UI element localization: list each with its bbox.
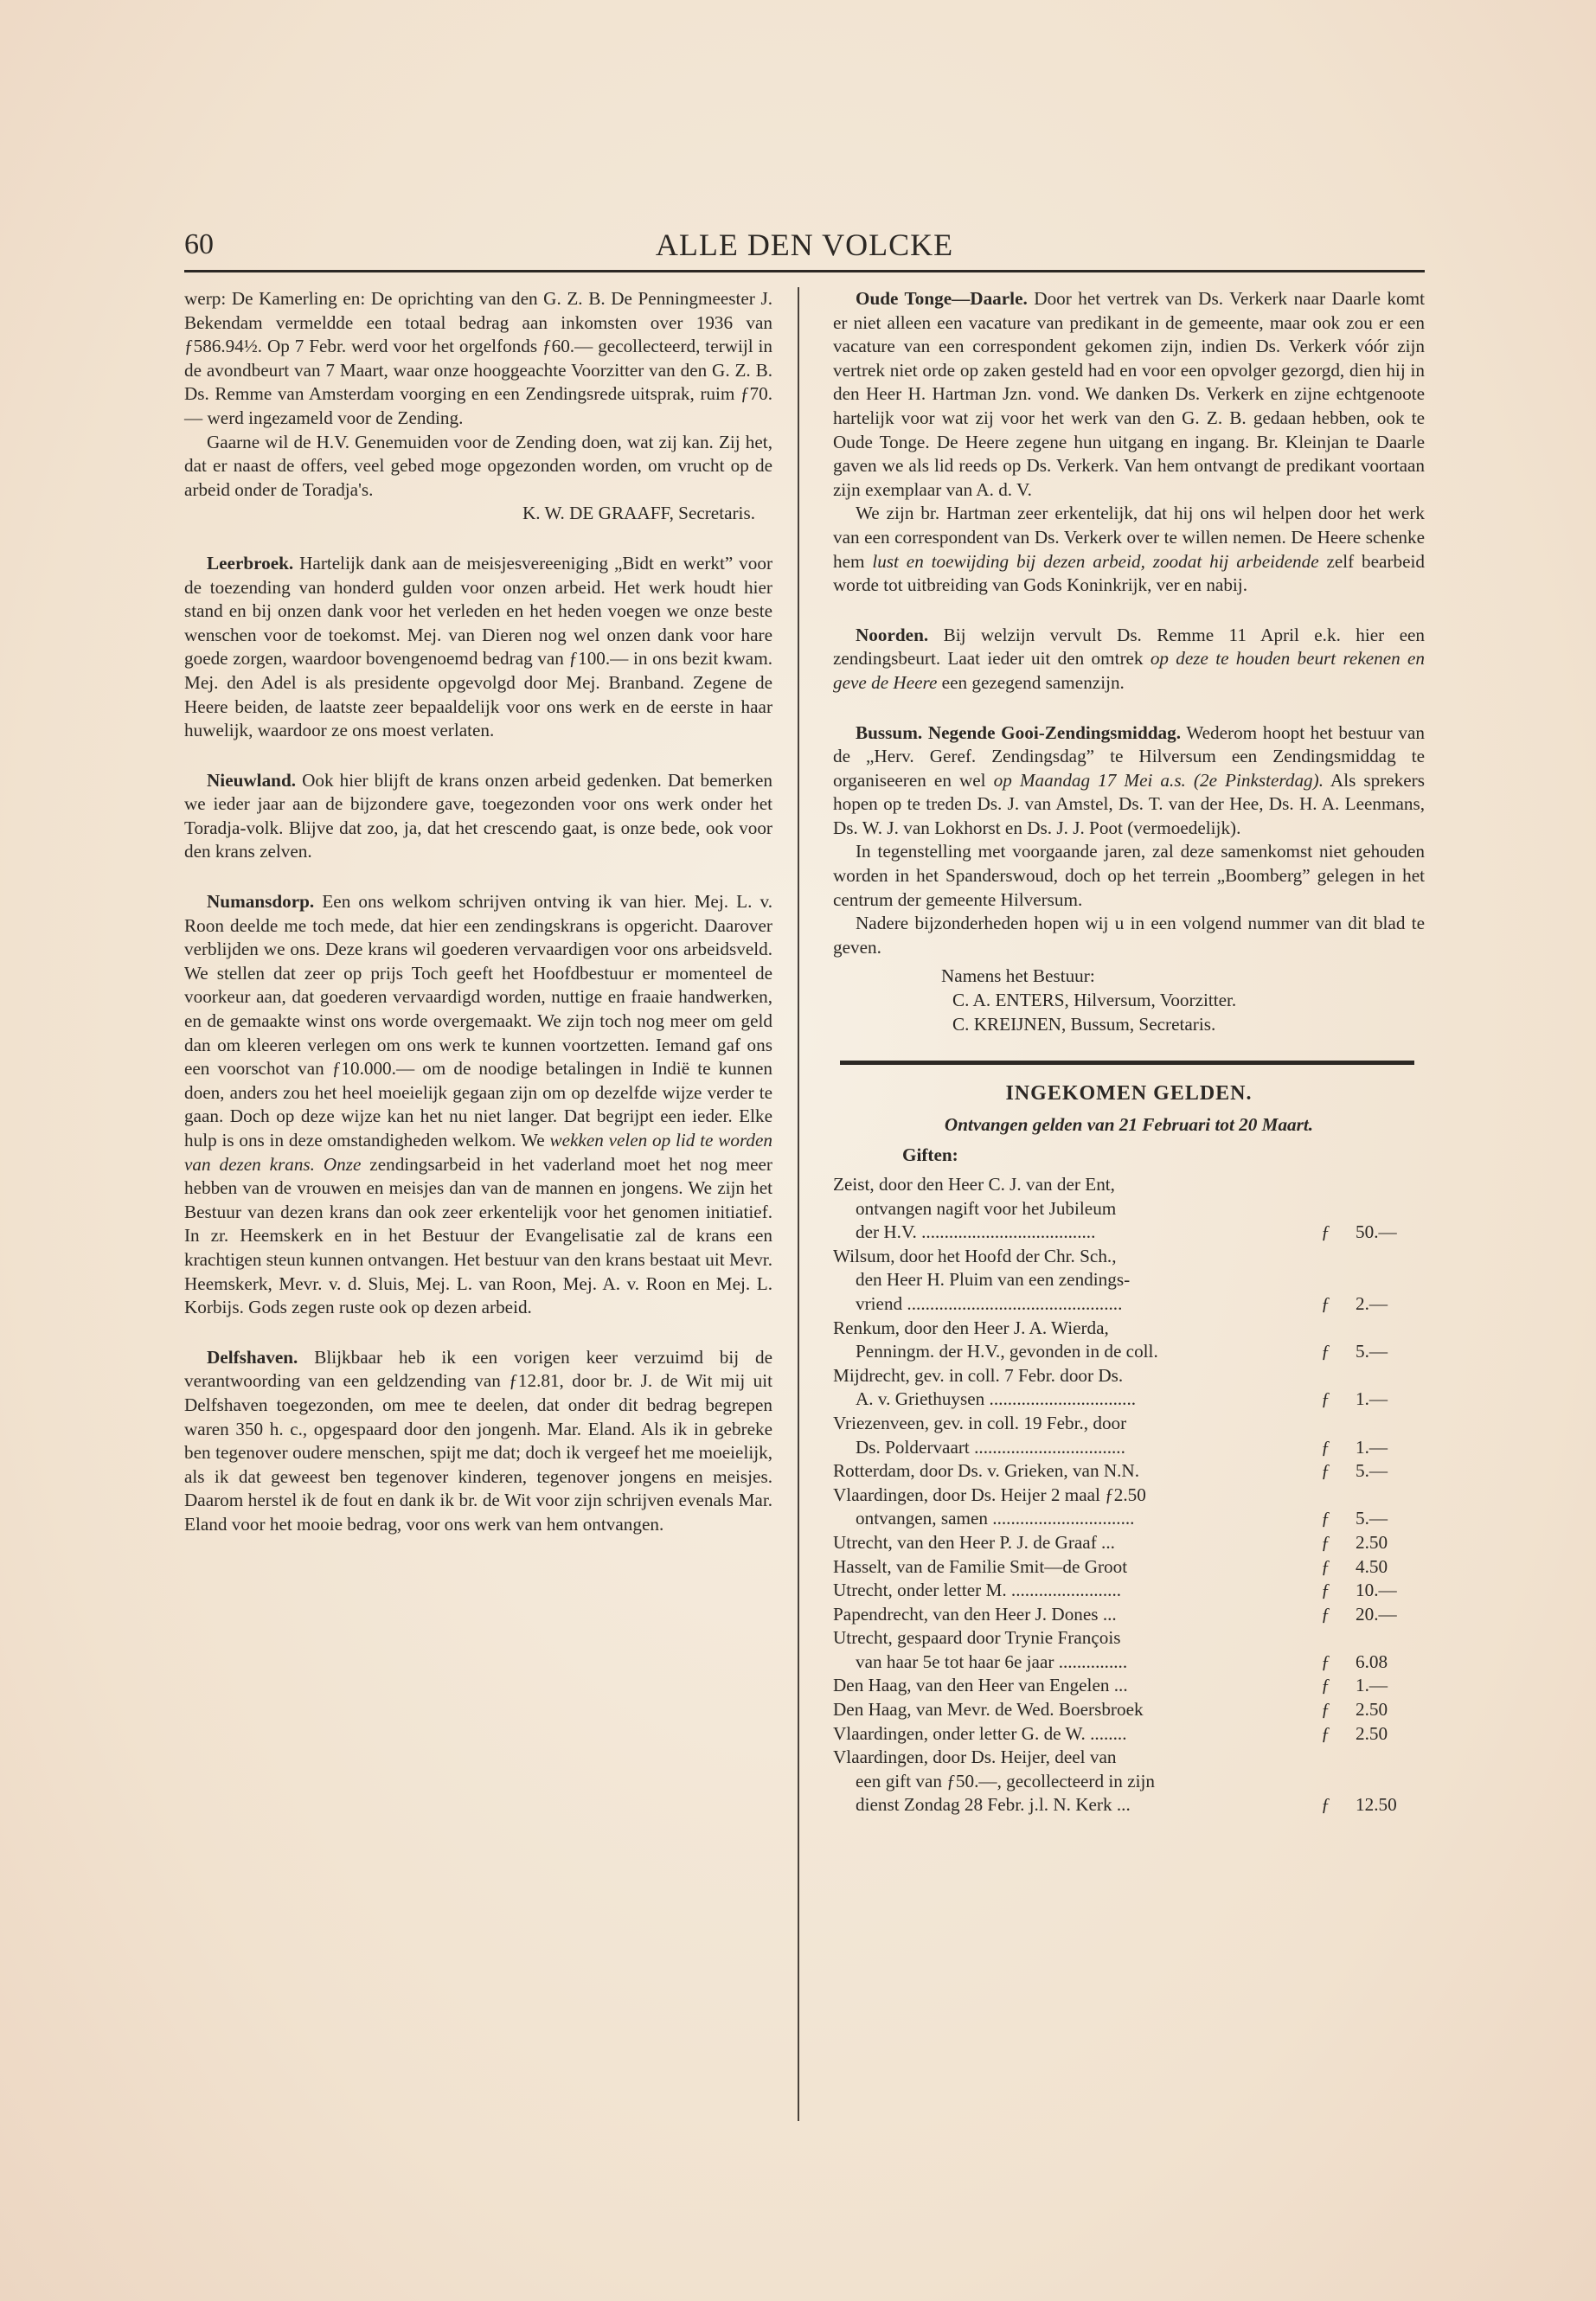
donation-line: Zeist, door den Heer C. J. van der Ent, [833, 1174, 1115, 1195]
donation-entry [833, 1555, 1425, 1580]
donation-line: dienst Zondag 28 Febr. j.l. N. Kerk ... [856, 1794, 1131, 1816]
donation-line: Den Haag, van den Heer van Engelen ... [833, 1675, 1128, 1696]
donation-amount [1321, 1650, 1425, 1675]
paragraph: Nadere bijzonderheden hopen wij u in een volgend nummer van dit blad te geven. [833, 913, 1425, 958]
donation-line: A. v. Griethuysen ................................ [856, 1388, 1137, 1410]
ingekomen-title: INGEKOMEN GELDEN. [1005, 1082, 1253, 1106]
amount-value: 2.50 [1356, 1722, 1388, 1744]
donation-line: Renkum, door den Heer J. A. Wierda, [833, 1317, 1109, 1338]
amount-value: 1.— [1356, 1675, 1388, 1696]
florin-sign: ƒ [1321, 1794, 1330, 1816]
donation-line: Utrecht, gespaard door Trynie François [833, 1627, 1121, 1649]
florin-sign: ƒ [1321, 1699, 1330, 1721]
donation-line: Den Haag, van Mevr. de Wed. Boersbroek [833, 1699, 1144, 1721]
donation-line: Vriezenveen, gev. in coll. 19 Febr., door [833, 1412, 1127, 1433]
chair-name: C. A. ENTERS, [952, 990, 1069, 1011]
amount-value: 10.— [1356, 1580, 1397, 1601]
florin-sign: ƒ [1321, 1436, 1330, 1458]
paragraph-text: Blijkbaar heb ik een vorigen keer verzuimd bij de verantwoording van een geldzending van ƒ12.81, door br. J. de Wit mij uit Delfshaven toegezonden, om mee te deelen, dat onder dit bedrag begrepen waren 350 h. c., opgespaard door den jongenh. Mar. Eland. Als ik in gebreke ben tegenover oudere menschen, spijt me dat; doch ik vergeef het me moeielijk, als ik dat geweest ben tegenover kinderen, tegenover jongens en meisjes. Daarom herstel ik de fout en dank ik br. de Wit voor zijn schrijven evenals Mar. Eland voor het mooie bedrag, voor ons werk van hem ontvangen. [184, 1346, 773, 1535]
article-oude-tonge [833, 287, 1425, 598]
donation-line: van haar 5e tot haar 6e jaar ............... [856, 1650, 1128, 1672]
donation-entry [833, 1603, 1425, 1627]
paragraph [833, 624, 1425, 695]
article-bussum [833, 721, 1425, 1037]
donation-amount [1321, 1579, 1425, 1603]
donation-line: Ds. Poldervaart ................................. [856, 1436, 1125, 1458]
florin-sign: ƒ [1321, 1603, 1330, 1625]
donation-line: Vlaardingen, door Ds. Heijer 2 maal ƒ2.50 [833, 1484, 1146, 1505]
secretary-name: C. KREIJNEN, [952, 1013, 1067, 1035]
donation-entry [833, 1364, 1425, 1412]
secretary-role: Bussum, Secretaris. [1070, 1013, 1216, 1035]
paragraph-text: Een ons welkom schrijven ontving ik van hier. Mej. L. v. Roon deelde me toch mede, dat hier een zendingskrans is opgericht. Daarover verblijden we ons. Deze krans wil goederen vervaardigen voor ons arbeidsveld. We stellen dat zeer op prijs Toch geeft het Hoofdbestuur er momenteel de voorkeur aan, dat goederen vervaardigd worden, nuttige en fraaie handwerken, en de gemaakte winst ons worde overgemaakt. We zijn toch nog meer om geld dan om kleeren verlegen om ons werk te kunnen voortzetten. Iemand gaf ons een voorschot van ƒ10.000.— om de noodige betalingen in Indië te kunnen doen, anders zou het heel moeielijk gegaan zijn om op dezelfde wijze verder te gaan. Doch op deze wijze kan het nu niet langer. Dat begrijpt een ieder. Elke hulp is ons in deze omstandigheden welkom. We [184, 891, 773, 1150]
paragraph-italic: op Maandag 17 Mei a.s. (2e Pinksterdag). [993, 769, 1324, 791]
amount-value: 2.50 [1356, 1699, 1388, 1721]
donation-entry [833, 1698, 1425, 1722]
chair-role: Hilversum, Voorzitter. [1074, 990, 1237, 1011]
article-noorden [833, 624, 1425, 695]
donation-amount [1321, 1793, 1425, 1817]
amount-value: 12.50 [1356, 1794, 1397, 1816]
donation-amount [1321, 1722, 1425, 1747]
paragraph [833, 502, 1425, 597]
donation-entry [833, 1317, 1425, 1364]
donation-line: ontvangen nagift voor het Jubileum [856, 1197, 1117, 1219]
florin-sign: ƒ [1321, 1508, 1330, 1529]
donation-entry [833, 1674, 1425, 1698]
paragraph-text: een gezegend samenzijn. [937, 671, 1125, 693]
paragraph-italic: wekken velen op lid te worden van dezen krans. Onze [184, 1130, 772, 1175]
florin-sign: ƒ [1321, 1580, 1330, 1601]
amount-value: 20.— [1356, 1603, 1397, 1625]
florin-sign: ƒ [1321, 1221, 1330, 1243]
amount-value: 2.50 [1356, 1531, 1388, 1553]
donation-amount [1321, 1221, 1425, 1245]
right-column [833, 287, 1425, 1817]
paragraph [184, 552, 772, 743]
paragraph-italic: lust en toewijding bij dezen arbeid, zoodat hij arbeidende [872, 550, 1319, 572]
article-numansdorp [184, 890, 772, 1320]
section-title: Oude Tonge—Daarle. [856, 288, 1028, 309]
section-title: Leerbroek. [207, 552, 294, 574]
journal-title: ALLE DEN VOLCKE [655, 228, 954, 262]
paragraph [184, 890, 772, 1320]
section-title: Delfshaven. [207, 1346, 298, 1368]
giften-label: Giften: [902, 1144, 958, 1166]
florin-sign: ƒ [1321, 1531, 1330, 1553]
donation-amount [1321, 1459, 1425, 1484]
section-title: Bussum. Negende Gooi-Zendingsmiddag. [856, 721, 1181, 743]
amount-value: 4.50 [1356, 1555, 1388, 1577]
paragraph-text: Ook hier blijft de krans onzen arbeid gedenken. Dat bemerken we ieder jaar aan de bijzondere gave, toegezonden voor ons werk onder het Toradja-volk. Blijve dat zoo, ja, dat het crescendo gaat, is onze bede, ook voor den krans zelven. [184, 769, 773, 862]
on-behalf-line: Namens het Bestuur: [941, 965, 1095, 987]
donation-line: Mijdrecht, gev. in coll. 7 Febr. door Ds. [833, 1364, 1124, 1386]
donation-entry [833, 1412, 1425, 1459]
article-leerbroek [184, 552, 772, 743]
page-header [184, 227, 1425, 272]
paragraph: Gaarne wil de H.V. Genemuiden voor de Zending doen, wat zij kan. Zij het, dat er naast de offers, veel gebed moge opgezonden worden, om vrucht op de arbeid onder de Toradja's. [184, 431, 772, 500]
donation-line: Vlaardingen, door Ds. Heijer, deel van [833, 1747, 1117, 1768]
amount-value: 1.— [1356, 1436, 1388, 1458]
amount-value: 1.— [1356, 1388, 1388, 1410]
section-title: Noorden. [856, 624, 929, 645]
paragraph-text: We zijn br. Hartman zeer erkentelijk, dat hij ons wil helpen door het werk van een correspondent van Ds. Verkerk over te willen nemen. De Heere schenke hem [833, 503, 1425, 572]
donation-amount [1321, 1507, 1425, 1531]
donation-line: Hasselt, van de Familie Smit—de Groot [833, 1555, 1128, 1577]
paragraph: In tegenstelling met voorgaande jaren, zal deze samenkomst niet gehouden worden in het Spanderswoud, doch op het terrein „Boomberg” gelegen in het centrum der gemeente Hilversum. [833, 841, 1425, 910]
paragraph [184, 1346, 772, 1537]
amount-value: 2.— [1356, 1292, 1388, 1314]
article-delfshaven [184, 1346, 772, 1537]
column-divider [798, 287, 799, 2121]
donation-list [833, 1173, 1425, 1817]
paragraph-text: zelf bearbeid worde tot uitbreiding van Gods Koninkrijk, ver en nabij. [833, 550, 1425, 596]
amount-value: 5.— [1356, 1460, 1388, 1482]
donation-entry [833, 1459, 1425, 1484]
donation-line: den Heer H. Pluim van een zendings- [856, 1269, 1131, 1291]
donation-entry [833, 1245, 1425, 1317]
donation-entry [833, 1173, 1425, 1245]
left-column [184, 287, 772, 1537]
donation-line: Utrecht, van den Heer P. J. de Graaf ... [833, 1531, 1115, 1553]
amount-value: 50.— [1356, 1221, 1397, 1243]
paragraph-text: Als sprekers hopen op te treden Ds. J. van Amstel, Ds. T. van der Hee, Ds. H. A. Leenmans, Ds. W. J. van Lokhorst en Ds. J. J. Poot (vermoedelijk). [833, 769, 1425, 838]
paragraph-text: Bij welzijn vervult Ds. Remme 11 April e.k. hier een zendingsbeurt. Laat ieder uit den omtrek [833, 624, 1425, 670]
ingekomen-gelden [833, 1082, 1425, 1817]
paragraph-text: Hartelijk dank aan de meisjesvereeniging „Bidt en werkt” voor de toezending van honderd gulden voor onzen arbeid. Het werk houdt hier stand en bij onzen dank voor het verleden en het heden voegen we onze beste wenschen voor de toekomst. Mej. van Dieren nog wel onzen dank voor hare goede zorgen, waardoor bovengenoemd bedrag van ƒ100.— in ons bezit kwam. Mej. den Adel is als presidente opgevolgd door Mej. Branband. Zegene de Heere beiden, de laatste zeer bepaaldelijk voor ons werk en de eerste in haar huwelijk, waardoor ze ons moest verlaten. [184, 552, 773, 741]
paragraph [833, 721, 1425, 841]
paragraph [833, 287, 1425, 502]
donation-amount [1321, 1436, 1425, 1460]
donation-amount [1321, 1292, 1425, 1317]
donation-amount [1321, 1388, 1425, 1412]
florin-sign: ƒ [1321, 1292, 1330, 1314]
donation-line: een gift van ƒ50.—, gecollecteerd in zijn [856, 1770, 1155, 1791]
florin-sign: ƒ [1321, 1388, 1330, 1410]
paragraph [184, 769, 772, 864]
paragraph-text: zendingsarbeid in het vaderland moet het nog meer hebben van de vrouwen en meisjes dan van de mannen en jongens. We zijn het Bestuur van dezen krans dan ook zeer erkentelijk voor het genomen initiatief. In zr. Heemskerk en in het Bestuur der Evangelisatie zal de krans een krachtigen steun kunnen ontvangen. Het bestuur van den krans bestaat uit Mevr. Heemskerk, Mevr. v. d. Sluis, Mej. L. van Roon, Mej. A. v. Roon en Mej. L. Korbijs. Gods zegen ruste ook op dezen arbeid. [184, 1153, 772, 1318]
donation-amount [1321, 1531, 1425, 1555]
signature: K. W. DE GRAAFF, Secretaris. [522, 503, 755, 524]
donation-entry [833, 1626, 1425, 1674]
article-nieuwland [184, 769, 772, 864]
donation-line: Wilsum, door het Hoofd der Chr. Sch., [833, 1245, 1117, 1266]
donation-amount [1321, 1340, 1425, 1364]
section-rule [840, 1061, 1414, 1065]
donation-line: Papendrecht, van den Heer J. Dones ... [833, 1603, 1117, 1625]
ingekomen-subtitle: Ontvangen gelden van 21 Februari tot 20 Maart. [944, 1113, 1314, 1135]
florin-sign: ƒ [1321, 1650, 1330, 1672]
page-number: 60 [184, 228, 214, 260]
donation-amount [1321, 1674, 1425, 1698]
donation-line: der H.V. ...................................... [856, 1221, 1096, 1243]
section-title: Nieuwland. [207, 769, 297, 791]
donation-line: ontvangen, samen ............................... [856, 1508, 1135, 1529]
florin-sign: ƒ [1321, 1722, 1330, 1744]
donation-entry [833, 1484, 1425, 1531]
paragraph: werp: De Kamerling en: De oprichting van den G. Z. B. De Penningmeester J. Bekendam vermeldde een totaal bedrag aan inkomsten over 1936 van ƒ586.94½. Op 7 Febr. werd voor het orgelfonds ƒ60.— gecollecteerd, terwijl in de avondbeurt van 7 Maart, waar onze hooggeachte Voorzitter van den G. Z. B. Ds. Remme van Amsterdam voorging en een Zendingsrede uitsprak, ruim ƒ70.— werd ingezameld voor de Zending. [184, 288, 772, 428]
section-title: Numansdorp. [207, 891, 315, 913]
paragraph-italic: op deze te houden beurt rekenen en geve de Heere [833, 648, 1425, 693]
article-continued [184, 287, 772, 526]
donation-entry [833, 1746, 1425, 1817]
donation-amount [1321, 1603, 1425, 1627]
amount-value: 6.08 [1356, 1650, 1388, 1672]
donation-entry [833, 1579, 1425, 1603]
donation-line: Utrecht, onder letter M. ........................ [833, 1580, 1122, 1601]
amount-value: 5.— [1356, 1508, 1388, 1529]
paragraph-text: Wederom hoopt het bestuur van de „Herv. Geref. Zendingsdag” te Hilversum een Zendingsmiddag te organiseeren en wel [833, 721, 1425, 791]
florin-sign: ƒ [1321, 1555, 1330, 1577]
donation-line: vriend ............................................... [856, 1292, 1123, 1314]
florin-sign: ƒ [1321, 1460, 1330, 1482]
donation-line: Penningm. der H.V., gevonden in de coll. [856, 1341, 1158, 1362]
donation-amount [1321, 1698, 1425, 1722]
florin-sign: ƒ [1321, 1675, 1330, 1696]
paragraph-text: Door het vertrek van Ds. Verkerk naar Daarle komt er niet alleen een vacature van predikant in de gemeente, maar ook zou er een vacature van een correspondent gekomen zijn, indien Ds. Verkerk vóór zijn vertrek niet orde op zaken gesteld had en voor een opvolger gezorgd, dien hij in den Heer H. Hartman Jzn. vond. We danken Ds. Verkerk en zijne echtgenoote hartelijk voor wat zij voor het werk van den G. Z. B. gedaan hebben, ook te Oude Tonge. De Heere zegene hun uitgang en ingang. Br. Kleinjan te Daarle gaven we als lid reeds op Ds. Verkerk. Van hem ontvangt de predikant voortaan zijn exemplaar van A. d. V. [833, 288, 1426, 500]
florin-sign: ƒ [1321, 1341, 1330, 1362]
donation-entry [833, 1722, 1425, 1747]
donation-line: Rotterdam, door Ds. v. Grieken, van N.N. [833, 1460, 1140, 1482]
donation-amount [1321, 1555, 1425, 1580]
donation-line: Vlaardingen, onder letter G. de W. ........ [833, 1722, 1127, 1744]
chair-line [833, 989, 1425, 1013]
amount-value: 5.— [1356, 1341, 1388, 1362]
secretary-line [833, 1013, 1425, 1037]
donation-entry [833, 1531, 1425, 1555]
